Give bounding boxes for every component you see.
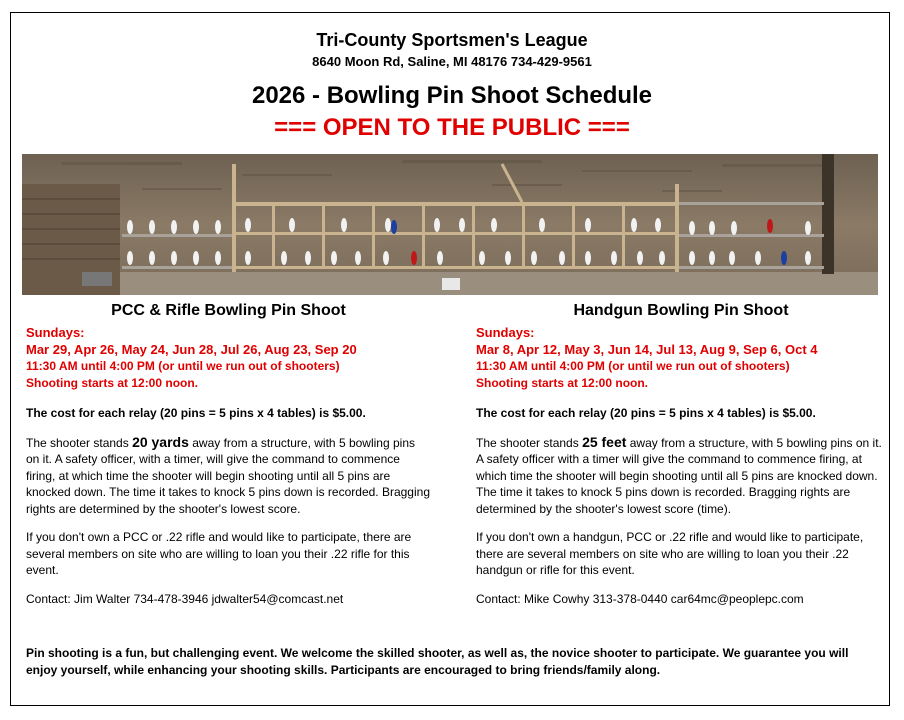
range-photo-image	[22, 154, 878, 295]
org-name: Tri-County Sportsmen's League	[316, 30, 588, 50]
range-photo	[22, 154, 878, 295]
handgun-hours: 11:30 AM until 4:00 PM (or until we run out of shooters)	[476, 359, 790, 373]
handgun-desc-post: away from a structure, with 5 bowling pins on it. A safety officer with a timer will give the command to commence firing, at which time the shooter will begin shooting until all 5 pins are knocked down. The time it takes to knock 5 pins down is recorded. Bragging rights are determined by the shooter's lowest score (time).	[476, 435, 882, 516]
pcc-rifle-heading: PCC & Rifle Bowling Pin Shoot	[111, 302, 346, 319]
pcc-desc-post: away from a structure, with 5 bowling pins on it. A safety officer, with a timer, will give the command to commence firing, at which time the shooter will begin shooting until all 5 pins are knocked down. The time it takes to knock 5 pins down is recorded. Bragging rights are determined by the shooter's lowest score.	[26, 435, 430, 516]
pcc-start-time: Shooting starts at 12:00 noon.	[26, 375, 199, 390]
handgun-dates: Mar 8, Apr 12, May 3, Jun 14, Jul 13, Aug 9, Sep 6, Oct 4	[476, 341, 818, 357]
handgun-distance: 25 feet	[582, 433, 627, 450]
footer-note: Pin shooting is a fun, but challenging event. We welcome the skilled shooter, as well as, the novice shooter to participate. We guarantee you will enjoy yourself, while enhancing your shooting skills. Participants are encouraged to bring friends/family along.	[26, 646, 849, 677]
handgun-heading: Handgun Bowling Pin Shoot	[573, 302, 789, 319]
handgun-description	[476, 434, 886, 518]
handgun-desc-pre: The shooter stands	[476, 435, 583, 450]
pcc-hours: 11:30 AM until 4:00 PM (or until we run out of shooters)	[26, 359, 340, 373]
pcc-cost: The cost for each relay (20 pins = 5 pins x 4 tables) is $5.00.	[26, 406, 366, 420]
pcc-rifle-section	[26, 303, 431, 607]
pcc-desc-pre: The shooter stands	[26, 435, 133, 450]
handgun-section	[476, 303, 886, 607]
handgun-loan-note: If you don't own a handgun, PCC or .22 rifle and would like to participate, there are several members on site who are willing to loan you their .22 handgun or rifle for this event.	[476, 530, 864, 577]
handgun-cost: The cost for each relay (20 pins = 5 pins x 4 tables) is $5.00.	[476, 406, 816, 420]
org-address: 8640 Moon Rd, Saline, MI 48176 734-429-9561	[312, 54, 592, 69]
pcc-sundays-label: Sundays:	[26, 325, 85, 340]
pcc-dates: Mar 29, Apr 26, May 24, Jun 28, Jul 26, Aug 23, Sep 20	[26, 341, 357, 357]
public-banner: === OPEN TO THE PUBLIC ===	[274, 114, 630, 141]
pcc-description	[26, 434, 431, 518]
pcc-loan-note: If you don't own a PCC or .22 rifle and would like to participate, there are several members on site who are willing to loan you their .22 rifle for this event.	[26, 530, 412, 577]
handgun-sundays-label: Sundays:	[476, 325, 535, 340]
page-title: 2026 - Bowling Pin Shoot Schedule	[251, 82, 653, 109]
handgun-start-time: Shooting starts at 12:00 noon.	[476, 375, 649, 390]
pcc-distance: 20 yards	[132, 433, 189, 450]
pcc-contact: Contact: Jim Walter 734-478-3946 jdwalter54@comcast.net	[26, 591, 344, 606]
handgun-contact: Contact: Mike Cowhy 313-378-0440 car64mc@peoplepc.com	[476, 591, 804, 606]
